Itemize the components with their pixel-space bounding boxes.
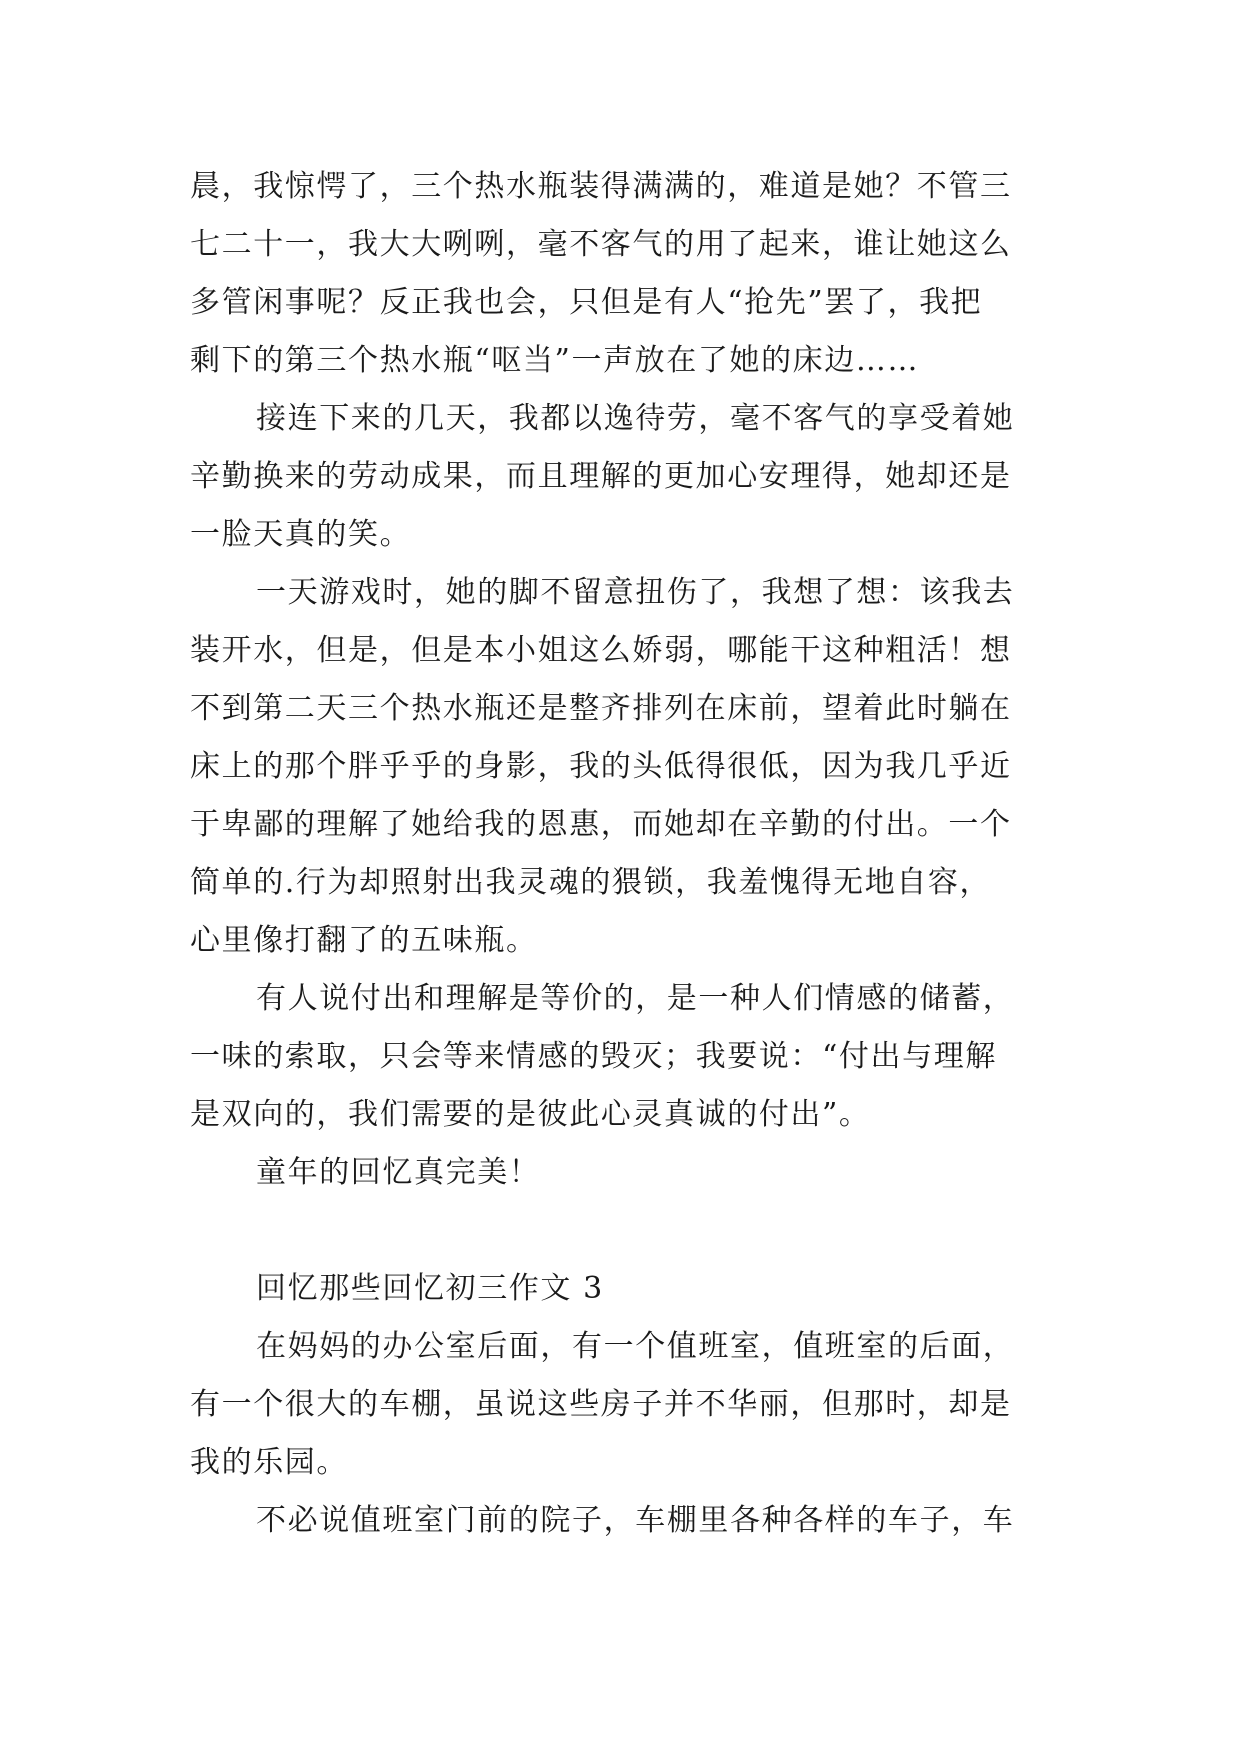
text-line: 床上的那个胖乎乎的身影，我的头低得很低，因为我几乎近 — [190, 749, 1012, 784]
text-line: 多管闲事呢？反正我也会，只但是有人“抢先”罢了，我把 — [190, 285, 983, 320]
text-line: 有人说付出和理解是等价的，是一种人们情感的储蓄， — [256, 981, 1015, 1016]
text-line: 不到第二天三个热水瓶还是整齐排列在床前，望着此时躺在 — [190, 691, 1012, 726]
text-line: 一脸天真的笑。 — [190, 517, 412, 552]
text-line: 我的乐园。 — [190, 1445, 348, 1480]
text-line: 剩下的第三个热水瓶“呕当”一声放在了她的床边…… — [190, 343, 920, 378]
text-line: 童年的回忆真完美！ — [256, 1155, 541, 1190]
text-line: 在妈妈的办公室后面，有一个值班室，值班室的后面， — [256, 1329, 1015, 1364]
text-line: 是双向的，我们需要的是彼此心灵真诚的付出”。 — [190, 1097, 871, 1132]
text-line: 不必说值班室门前的院子，车棚里各种各样的车子，车 — [256, 1503, 1015, 1538]
paragraph — [190, 1318, 1050, 1492]
paragraph — [190, 1492, 1050, 1550]
paragraph — [190, 158, 1050, 390]
text-line: 于卑鄙的理解了她给我的恩惠，而她却在辛勤的付出。一个 — [190, 807, 1012, 842]
text-line: 简单的.行为却照射出我灵魂的猥锁，我羞愧得无地自容， — [190, 865, 992, 900]
paragraph — [190, 1144, 1050, 1202]
paragraph — [190, 564, 1050, 970]
section-title — [190, 1260, 1050, 1318]
paragraph — [190, 390, 1050, 564]
text-line: 一味的索取，只会等来情感的毁灭；我要说：“付出与理解 — [190, 1039, 997, 1074]
paragraph-spacer — [190, 1202, 1050, 1260]
text-line: 装开水，但是，但是本小姐这么娇弱，哪能干这种粗活！想 — [190, 633, 1012, 668]
text-line: 七二十一，我大大咧咧，毫不客气的用了起来，谁让她这么 — [190, 227, 1012, 262]
section-title-text: 回忆那些回忆初三作文 3 — [256, 1271, 604, 1306]
text-line: 辛勤换来的劳动成果，而且理解的更加心安理得，她却还是 — [190, 459, 1012, 494]
text-line: 接连下来的几天，我都以逸待劳，毫不客气的享受着她 — [256, 401, 1015, 436]
text-line: 有一个很大的车棚，虽说这些房子并不华丽，但那时，却是 — [190, 1387, 1012, 1422]
document-body — [190, 158, 1050, 1550]
paragraph — [190, 970, 1050, 1144]
text-line: 心里像打翻了的五味瓶。 — [190, 923, 538, 958]
text-line: 晨，我惊愕了，三个热水瓶装得满满的，难道是她？不管三 — [190, 169, 1012, 204]
text-line: 一天游戏时，她的脚不留意扭伤了，我想了想：该我去 — [256, 575, 1015, 610]
